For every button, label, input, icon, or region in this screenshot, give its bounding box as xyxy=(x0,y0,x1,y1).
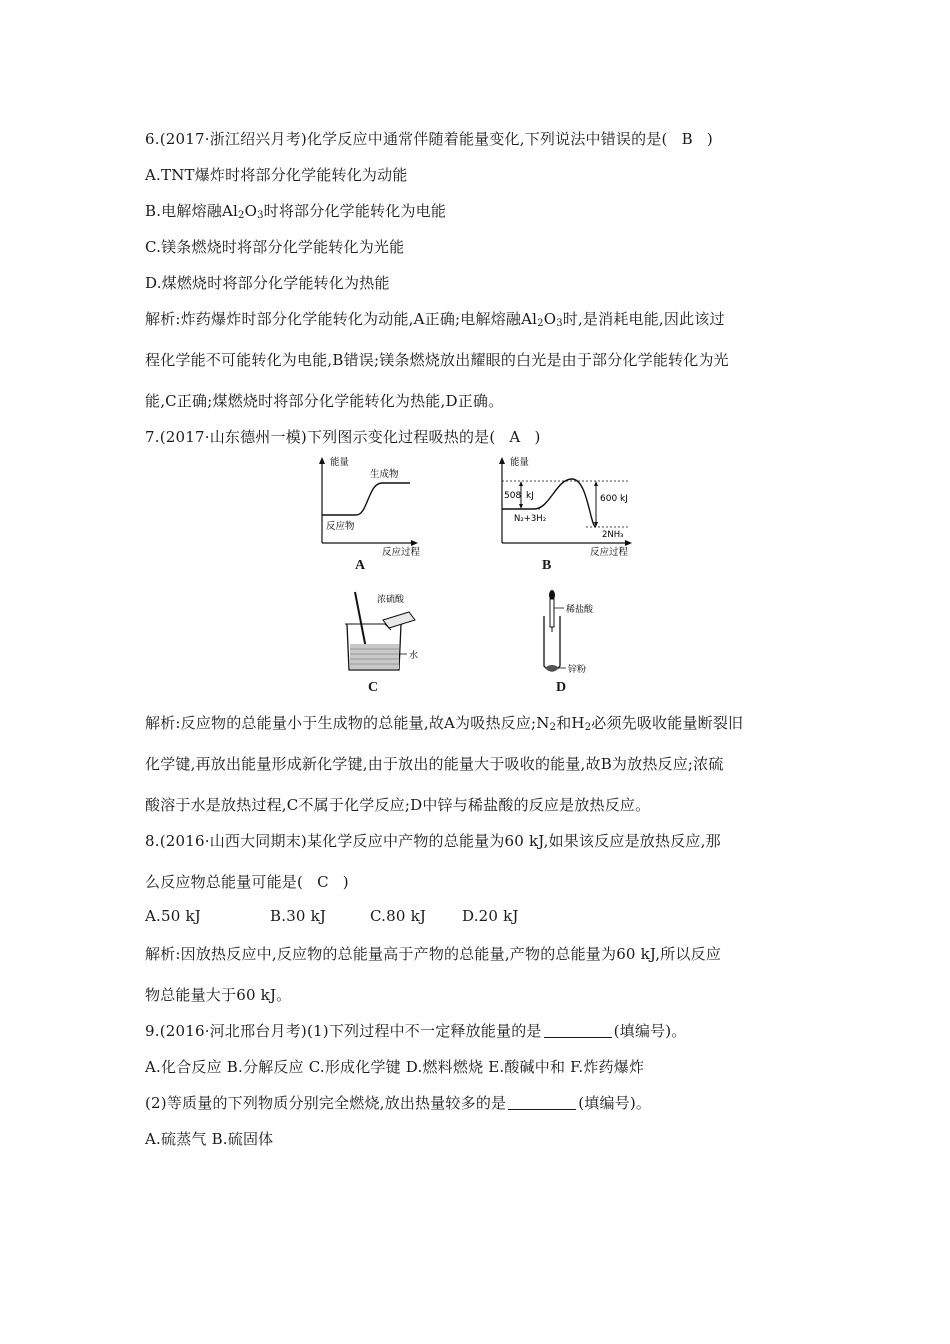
q7-explanation-line1: 解析:反应物的总能量小于生成物的总能量,故A为吸热反应$;N_2$和$H_2$必须先吸收能量断裂旧 xyxy=(145,714,744,733)
fig-a-product-label: 生成物 xyxy=(370,469,399,480)
q6-option-b: B.电解熔融$Al_2O_3$时将部分化学能转化为电能 xyxy=(145,202,447,221)
fig-d-letter: D xyxy=(556,680,567,695)
q8-explanation-line1: 解析:因放热反应中,反应物的总能量高于产物的总能量,产物的总能量为60 kJ,所以反应 xyxy=(145,945,722,963)
q8-option-b: B.30 kJ xyxy=(270,907,327,925)
fig-c-acid-label: 浓硫酸 xyxy=(377,595,405,605)
fig-b-ylabel: 能量 xyxy=(510,457,530,468)
q8-stem-line2: 么反应物总能量可能是( C ) xyxy=(145,873,349,891)
fig-b-reactants: N₂+3H₂ xyxy=(514,514,547,524)
q8-option-d: D.20 kJ xyxy=(462,907,519,925)
figure-a-energy-diagram xyxy=(310,455,420,560)
q7-stem: 7.(2017·山东德州一模)下列图示变化过程吸热的是( A ) xyxy=(145,428,541,446)
fig-c-letter: C xyxy=(368,680,379,695)
fig-a-xlabel: 反应过程 xyxy=(382,547,420,558)
q8-option-a: A.50 kJ xyxy=(145,907,201,925)
figure-c-beaker xyxy=(335,588,445,678)
q8-explanation-line2: 物总能量大于60 kJ。 xyxy=(145,986,292,1004)
q7-answer: A xyxy=(509,428,521,446)
fig-b-products: 2NH₃ xyxy=(602,530,624,540)
figure-d-test-tube xyxy=(530,588,640,678)
fig-a-letter: A xyxy=(355,558,366,573)
q9-blank-1 xyxy=(544,1024,612,1038)
q9-blank-2 xyxy=(508,1096,576,1110)
q9-subquestion-2: (2)等质量的下列物质分别完全燃烧,放出热量较多的是 (填编号)。 xyxy=(145,1094,652,1112)
q8-answer: C xyxy=(317,873,329,891)
q6-answer: B xyxy=(681,130,693,148)
q7-explanation-line3: 酸溶于水是放热过程,C不属于化学反应;D中锌与稀盐酸的反应是放热反应。 xyxy=(145,796,651,814)
q9-stem: 9.(2016·河北邢台月考)(1)下列过程中不一定释放能量的是 (填编号)。 xyxy=(145,1022,687,1040)
q6-option-c: C.镁条燃烧时将部分化学能转化为光能 xyxy=(145,238,405,256)
q6-explanation-line2: 程化学能不可能转化为电能,B错误;镁条燃烧放出耀眼的白光是由于部分化学能转化为光 xyxy=(145,351,729,369)
fig-b-e1-unit: kJ xyxy=(526,491,534,501)
q8-stem-line1: 8.(2016·山西大同期末)某化学反应中产物的总能量为60 kJ,如果该反应是放热反应,那 xyxy=(145,832,721,850)
fig-d-zinc-label: 锌粉 xyxy=(568,665,587,675)
q7-explanation-line2: 化学键,再放出能量形成新化学键,由于放出的能量大于吸收的能量,故B为放热反应;浓硫 xyxy=(145,755,724,773)
q6-option-d: D.煤燃烧时将部分化学能转化为热能 xyxy=(145,274,390,292)
q6-explanation-line3: 能,C正确;煤燃烧时将部分化学能转化为热能,D正确。 xyxy=(145,392,504,410)
q6-stem: 6.(2017·浙江绍兴月考)化学反应中通常伴随着能量变化,下列说法中错误的是( B ) xyxy=(145,130,713,148)
fig-a-ylabel: 能量 xyxy=(330,457,350,468)
fig-b-xlabel: 反应过程 xyxy=(590,547,629,558)
q9-options-2: A.硫蒸气 B.硫固体 xyxy=(145,1130,274,1148)
fig-b-letter: B xyxy=(542,558,552,573)
fig-c-water-label: 水 xyxy=(409,651,419,661)
fig-b-e1-value: 508 xyxy=(504,491,522,501)
fig-a-reactant-label: 反应物 xyxy=(326,521,355,532)
figure-b-energy-diagram xyxy=(490,455,640,560)
q6-option-a: A.TNT爆炸时将部分化学能转化为动能 xyxy=(145,166,408,184)
fig-b-e2-label: 600 kJ xyxy=(600,494,628,504)
q9-options-1: A.化合反应 B.分解反应 C.形成化学键 D.燃料燃烧 E.酸碱中和 F.炸药爆炸 xyxy=(145,1058,645,1076)
q6-explanation-line1: 解析:炸药爆炸时部分化学能转化为动能,A正确;电解熔融$Al_2O_3$时,是消耗电能,因此该过 xyxy=(145,310,725,329)
fig-d-acid-label: 稀盐酸 xyxy=(566,605,594,615)
q8-option-c: C.80 kJ xyxy=(370,907,427,925)
